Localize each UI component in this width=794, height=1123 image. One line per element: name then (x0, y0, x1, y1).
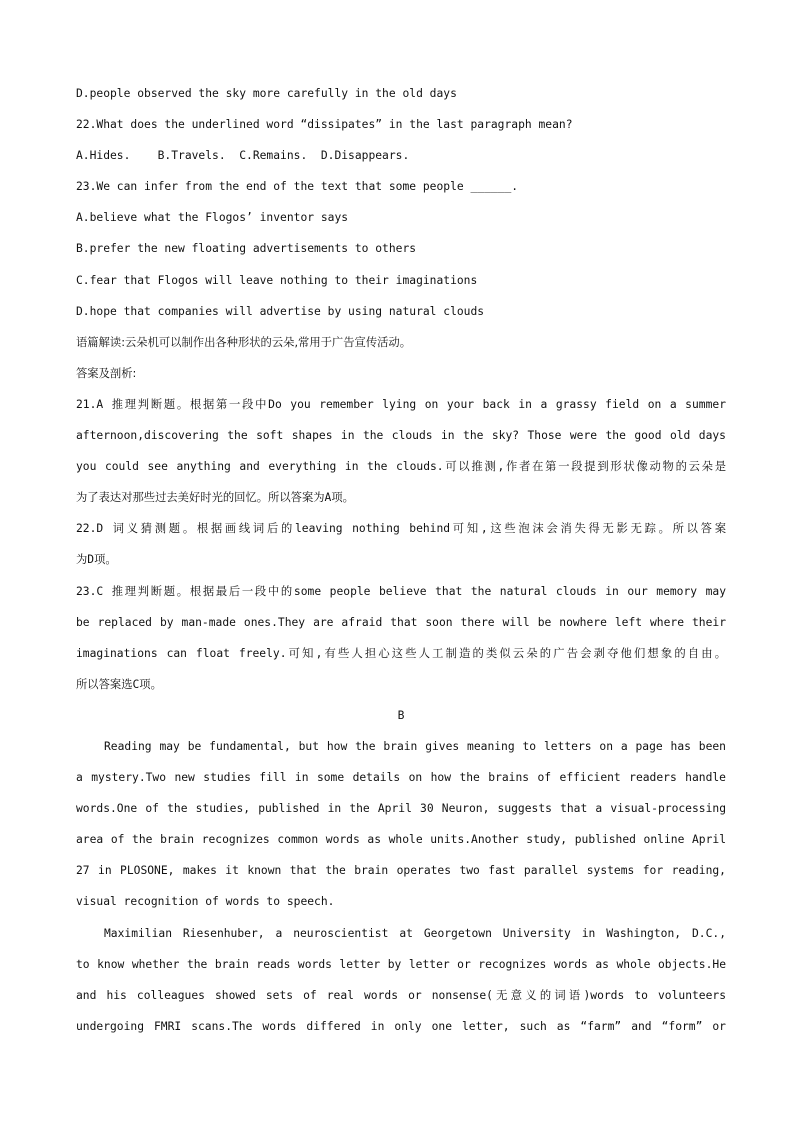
answer-line: 为了表达对那些过去美好时光的回忆。所以答案为A项。 (76, 491, 354, 505)
paragraph-line: undergoing FMRI scans.The words differed in only one letter, such as “farm” and “form” or (76, 1019, 726, 1033)
answer-line: you could see anything and everything in the clouds.可以推测,作者在第一段提到形状像动物的云朵是 (76, 460, 726, 474)
paragraph-line: a mystery.Two new studies fill in some details on how the brains of efficient readers handle (76, 771, 726, 785)
answer-21 (76, 389, 726, 513)
question-23-option-c: C.fear that Flogos will leave nothing to their imaginations (76, 273, 478, 287)
section-b-label: B (397, 708, 405, 722)
passage-summary: 语篇解读:云朵机可以制作出各种形状的云朵,常用于广告宣传活动。 (76, 335, 412, 349)
section-b-paragraph-1 (76, 731, 726, 918)
question-23-stem: 23.We can infer from the end of the text that some people ______. (76, 180, 519, 194)
question-23-option-d: D.hope that companies will advertise by using natural clouds (76, 304, 485, 318)
answer-line: be replaced by man-made ones.They are afraid that soon there will be nowhere left where their (76, 615, 726, 629)
answer-23 (76, 576, 726, 700)
paragraph-line: and his colleagues showed sets of real words or nonsense(无意义的词语)words to volunteers (76, 988, 726, 1002)
answers-heading: 答案及剖析: (76, 366, 137, 380)
paragraph-line: Reading may be fundamental, but how the brain gives meaning to letters on a page has been (104, 739, 726, 753)
paragraph-line: words.One of the studies, published in the April 30 Neuron, suggests that a visual-processing (76, 802, 726, 816)
answer-line: imaginations can float freely.可知,有些人担心这些人工制造的类似云朵的广告会剥夺他们想象的自由。 (76, 646, 726, 660)
paragraph-line: visual recognition of words to speech. (76, 895, 335, 909)
answer-line: 所以答案选C项。 (76, 677, 162, 691)
answer-line: 为D项。 (76, 553, 117, 567)
question-21-option-d: D.people observed the sky more carefully in the old days (76, 87, 457, 100)
question-22-stem: 22.What does the underlined word “dissipates” in the last paragraph mean? (76, 118, 573, 132)
question-23-option-b: B.prefer the new floating advertisements to others (76, 242, 417, 256)
answer-line: 21.A 推理判断题。根据第一段中Do you remember lying on your back in a grassy field on a summer (76, 397, 726, 411)
section-b-paragraph-2 (76, 918, 726, 1042)
question-23-option-a: A.believe what the Flogos’ inventor says (76, 211, 349, 225)
answer-line: 23.C 推理判断题。根据最后一段中的some people believe that the natural clouds in our memory may (76, 584, 726, 598)
paragraph-line: 27 in PLOSONE, makes it known that the brain operates two fast parallel systems for reading, (76, 864, 726, 878)
answer-line: afternoon,discovering the soft shapes in the clouds in the sky? Those were the good old days (76, 429, 726, 443)
question-22-options: A.Hides. B.Travels. C.Remains. D.Disappears. (76, 149, 410, 163)
paragraph-line: Maximilian Riesenhuber, a neuroscientist at Georgetown University in Washington, D.C., (104, 926, 726, 940)
paragraph-line: to know whether the brain reads words letter by letter or recognizes words as whole objects.He (76, 957, 726, 971)
answer-line: 22.D 词义猜测题。根据画线词后的leaving nothing behind可知,这些泡沫会消失得无影无踪。所以答案 (76, 522, 726, 536)
paragraph-line: area of the brain recognizes common words as whole units.Another study, published online April (76, 833, 726, 847)
answer-22 (76, 513, 726, 575)
document-page (76, 78, 726, 1042)
